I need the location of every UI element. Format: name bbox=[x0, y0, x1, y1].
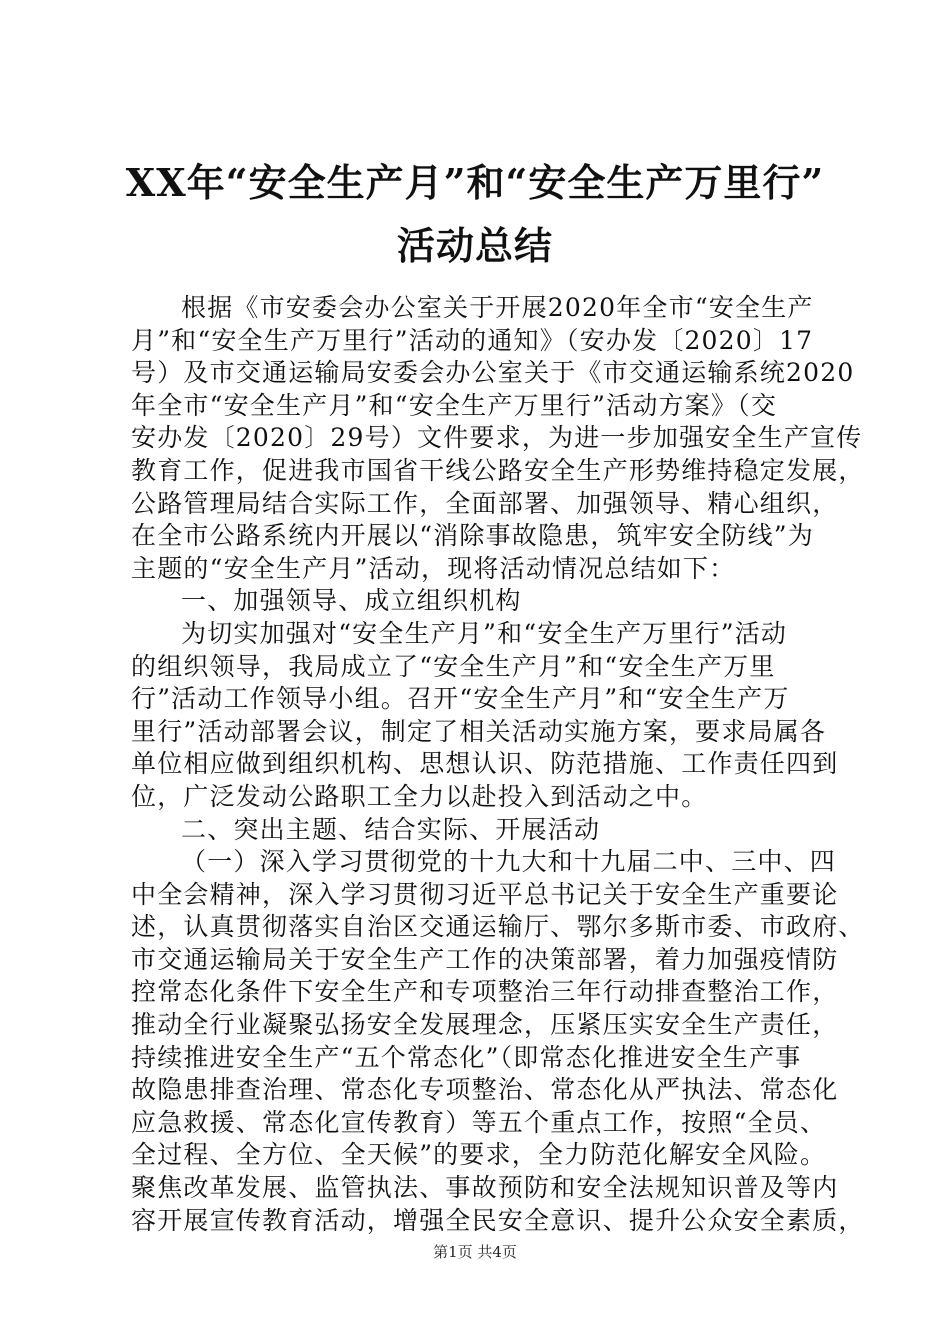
paragraph-line: 中全会精神，深入学习贯彻习近平总书记关于安全生产重要论 bbox=[131, 879, 839, 909]
section-heading: 一、加强领导、成立组织机构 bbox=[181, 586, 522, 616]
paragraph-line: 根据《市安委会办公室关于开展2020年全市“安全生产 bbox=[181, 293, 814, 322]
paragraph-line: 的组织领导，我局成立了“安全生产月”和“安全生产万里 bbox=[131, 651, 776, 681]
paragraph-line: 安办发〔2020〕29号）文件要求，为进一步加强安全生产宣传 bbox=[131, 423, 863, 453]
paragraph-line: 全过程、全方位、全天候”的要求，全力防范化解安全风险。 bbox=[131, 1140, 827, 1170]
document-title-line-2: 活动总结 bbox=[396, 223, 553, 268]
paragraph-line: 教育工作，促进我市国省干线公路安全生产形势维持稳定发展， bbox=[131, 455, 865, 485]
paragraph-line: 市交通运输局关于安全生产工作的决策部署，着力加强疫情防 bbox=[131, 944, 839, 974]
document-body bbox=[131, 292, 865, 1237]
section-heading: 二、突出主题、结合实际、开展活动 bbox=[181, 814, 601, 844]
page-number-footer: 第1页 共4页 bbox=[433, 1243, 517, 1261]
paragraph-line: 控常态化条件下安全生产和专项整治三年行动排查整治工作， bbox=[131, 977, 839, 1007]
paragraph-line: 述，认真贯彻落实自治区交通运输厅、鄂尔多斯市委、市政府、 bbox=[131, 912, 865, 942]
paragraph-line: 月”和“安全生产万里行”活动的通知》（安办发〔2020〕17 bbox=[131, 325, 814, 355]
paragraph-line: 持续推进安全生产“五个常态化”（即常态化推进安全生产事 bbox=[131, 1042, 802, 1072]
paragraph-line: 在全市公路系统内开展以“消除事故隐患，筑牢安全防线”为 bbox=[131, 521, 814, 551]
paragraph-line: 容开展宣传教育活动，增强全民安全意识、提升公众安全素质， bbox=[131, 1205, 865, 1235]
paragraph-line: 推动全行业凝聚弘扬安全发展理念，压紧压实安全生产责任， bbox=[131, 1010, 839, 1040]
paragraph-line: 应急救援、常态化宣传教育）等五个重点工作，按照“全员、 bbox=[131, 1107, 827, 1137]
paragraph-line: 聚焦改革发展、监管执法、事故预防和安全法规知识普及等内 bbox=[131, 1173, 839, 1203]
paragraph-line: 位，广泛发动公路职工全力以赴投入到活动之中。 bbox=[131, 781, 708, 811]
paragraph-line: 故隐患排查治理、常态化专项整治、常态化从严执法、常态化 bbox=[131, 1075, 839, 1105]
paragraph-line: 行”活动工作领导小组。召开“安全生产月”和“安全生产万 bbox=[131, 684, 790, 714]
paragraph-line: （一）深入学习贯彻党的十九大和十九届二中、三中、四 bbox=[181, 847, 837, 877]
paragraph-line: 单位相应做到组织机构、思想认识、防范措施、工作责任四到 bbox=[131, 749, 839, 779]
paragraph-line: 为切实加强对“安全生产月”和“安全生产万里行”活动 bbox=[181, 618, 788, 648]
paragraph-line: 年全市“安全生产月”和“安全生产万里行”活动方案》（交 bbox=[131, 390, 778, 420]
paragraph-line: 号）及市交通运输局安委会办公室关于《市交通运输系统2020 bbox=[131, 358, 855, 388]
paragraph-line: 里行”活动部署会议，制定了相关活动实施方案，要求局属各 bbox=[131, 716, 827, 746]
paragraph-line: 主题的“安全生产月”活动，现将活动情况总结如下： bbox=[131, 553, 736, 583]
document-title-line-1: XX年“安全生产月”和“安全生产万里行” bbox=[125, 160, 825, 205]
paragraph-line: 公路管理局结合实际工作，全面部署、加强领导、精心组织， bbox=[131, 488, 839, 518]
